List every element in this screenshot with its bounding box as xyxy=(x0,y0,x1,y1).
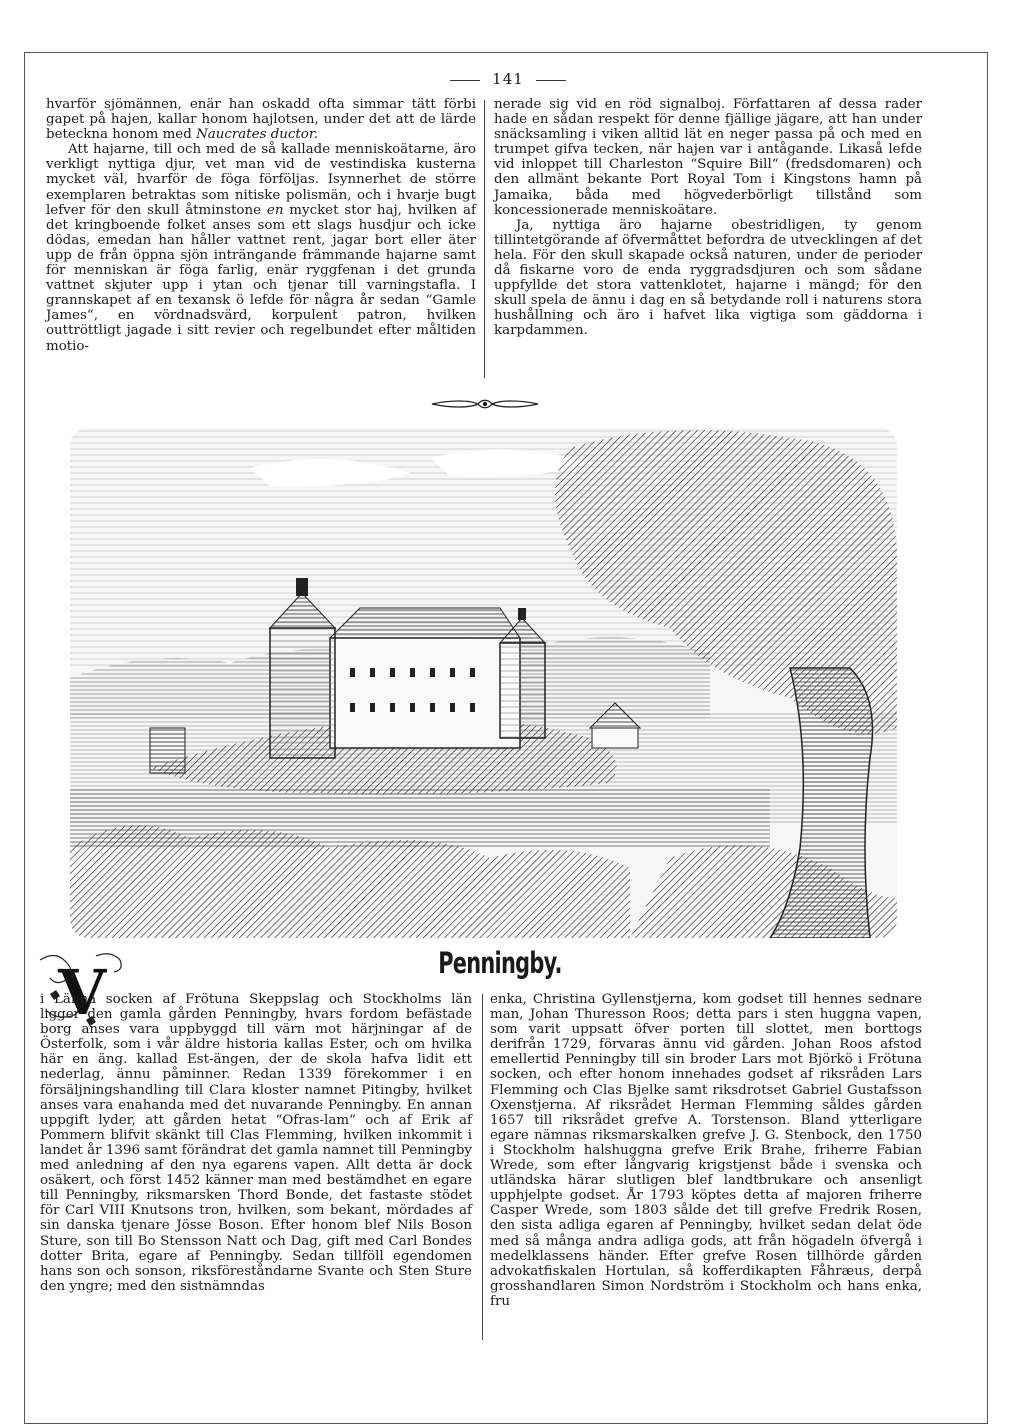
round-tower-right xyxy=(500,643,545,738)
round-tower-left xyxy=(270,628,335,758)
page-number: 141 xyxy=(492,70,524,88)
article-title: Penningby. xyxy=(438,946,562,980)
top-left-column xyxy=(46,97,476,354)
article-column-divider xyxy=(482,994,483,1340)
article-right-text: enka, Christina Gyllenstjerna, kom godset till hennes sednare man, Johan Thuresson Roos; detta pars i sten huggna vapen, som varit uppsatt öfver porten till slottet, men borttogs derifrån 1729, förvaras ännu vid gården. Johan Roos afstod emellertid Penningby till sin broder Lars mot Björkö i Frötuna socken, och efter honom innehades godset af riksråden Lars Flemming och Clas Bjelke samt riksdrotset Gabriel Gustafsson Oxenstjerna. Af riksrådet Herman Flemming såldes gården 1657 till riksrådet grefve A. Torstenson. Bland ytterligare egare nämnas riksmarskalken grefve J. G. Stenbock, den 1750 i Stockholm halshuggna grefve Erik Brahe, friherre Fabian Wrede, som efter långvarig krigstjenst både i svenska och utländska härar slutligen blef landtbrukare och ansenligt upphjelpte godset. År 1793 köptes detta af majoren friherre Casper Wrede, som 1803 sålde det till grefve Fredrik Rosen, den sista adliga egaren af Penningby, hvilket sedan delat öde med så många andra adliga gods, att från högadeln öfvergå i medelklassens händer. Efter grefve Rosen tillhörde gården advokatfiskalen Hortulan, så kofferdikapten Fåhræus, derpå grosshandlaren Simon Nordström i Stockholm och hans enka, fru xyxy=(490,992,922,1309)
header-dash-right xyxy=(536,80,566,81)
text-run: Att hajarne, till och med de så kallade menniskoätarne, äro verkligt nyttiga djur, vet man vid de vestindiska kusterna mycket väl, hvarför de föga förföljas. Isynnerhet de större exemplaren betraktas som nitiske polismän, och i hvarje bugt lefver för den skull åtminstone xyxy=(46,142,476,218)
header-dash-left xyxy=(450,80,480,81)
article-right-column xyxy=(490,992,922,1309)
text-run: mycket stor haj, hvilken af det kringboende folket anses som ett slags husdjur och icke dödas, emedan han håller vattnet rent, jagar bort eller äter upp de från öppna sjön inträngande främmande hajarne samt för menniskan är föga farlig, enär ryggfenan i det grunda vattnet skjuter upp i ytan och tjenar till varningstafla. I grannskapet af en texansk ö lefde för några år sedan “Gamle James“, en vördnadsvärd, korpulent patron, hvilken outtröttligt jagade i sitt revier och regelbundet efter måltiden motio- xyxy=(46,202,476,354)
italic-species-name: Naucrates ductor. xyxy=(196,127,319,143)
top-right-column xyxy=(494,97,922,339)
paragraph-squire-bill: nerade sig vid en röd signalboj. Författaren af dessa rader hade en sådan respekt för denne fjällige jägare, att han under snäcksamling i viken alltid lät en neger passa på och med en trumpet gifva tecken, när hajen var i antågande. Likaså lefde vid inloppet till Charleston “Squire Bill“ (fredsdomaren) och den allmänt bekante Port Royal Tom i Kingstons hamn på Jamaika, båda med högvederbörligt tillstånd som koncessionerade menniskoätare. xyxy=(494,97,922,218)
article-left-text: i Länna socken af Frötuna Skeppslag och Stockholms län ligger den gamla gården Penningby, hvars fordom befästade borg anses vara uppbyggd till värn mot härjningar af de Österfolk, som i vår äldre historia kallas Ester, och om hvilka här en äng. kallad Est-ängen, der de skola hafva lidit ett nederlag, ännu påminner. Redan 1339 förekommer i en försäljningshandling till Clara kloster namnet Pitingby, hvilket anses vara enahanda med det nuvarande Penningby. En annan uppgift lyder, att gården hetat “Ofras-lam“ och af Erik af Pommern blifvit skänkt till Clas Flemming, hvilken inkommit i landet år 1396 samt förändrat det gamla namnet till Penningby med anledning af den nya egarens vapen. Allt detta är dock osäkert, och först 1452 känner man med bestämdhet en egare till Penningby, riksmarsken Thord Bonde, det fastaste stödet för Carl VIII Knutsons tron, hvilken, som bekant, mördades af sin danska tjenare Jösse Boson. Efter honom blef Nils Boson Sture, son till Bo Stensson Natt och Dag, gift med Carl Bondes dotter Brita, egare af Penningby. Sedan tillföll egendomen hans son och sonson, riksföreståndarne Svante och Sten Sture den yngre; med den sistnämndas xyxy=(40,992,472,1294)
paragraph-useful-sharks xyxy=(46,142,476,353)
italic-word: en xyxy=(266,202,284,218)
paragraph-nature-balance: Ja, nyttiga äro hajarne obestridligen, ty genom tillintetgörande af öfvermåttet befordra de utvecklingen af det hela. För den skull skapade också naturen, under de perioder då fiskarne voro de enda ryggradsdjuren och som sådane uppfyllde det stora vattenklotet, hajarne i mängd; för den skull spela de ännu i dag en så betydande roll i naturens stora hushållning och äro i hafvet lika vigtiga som gäddorna i karpdammen. xyxy=(494,217,922,339)
ruin-tower xyxy=(150,728,185,773)
section-ornament xyxy=(430,396,540,412)
top-column-divider xyxy=(484,100,485,378)
page-number-header xyxy=(0,70,1016,88)
dropcap-letter: V xyxy=(58,956,107,1029)
article-left-column xyxy=(40,992,472,1294)
text-run: hvarför sjömännen, enär han oskadd ofta simmar tätt förbi gapet på hajen, kallar honom hajlotsen, under det att de lärde beteckna honom med xyxy=(46,97,476,143)
penningby-castle-engraving xyxy=(70,428,897,938)
paragraph-pilot-fish xyxy=(46,97,476,142)
